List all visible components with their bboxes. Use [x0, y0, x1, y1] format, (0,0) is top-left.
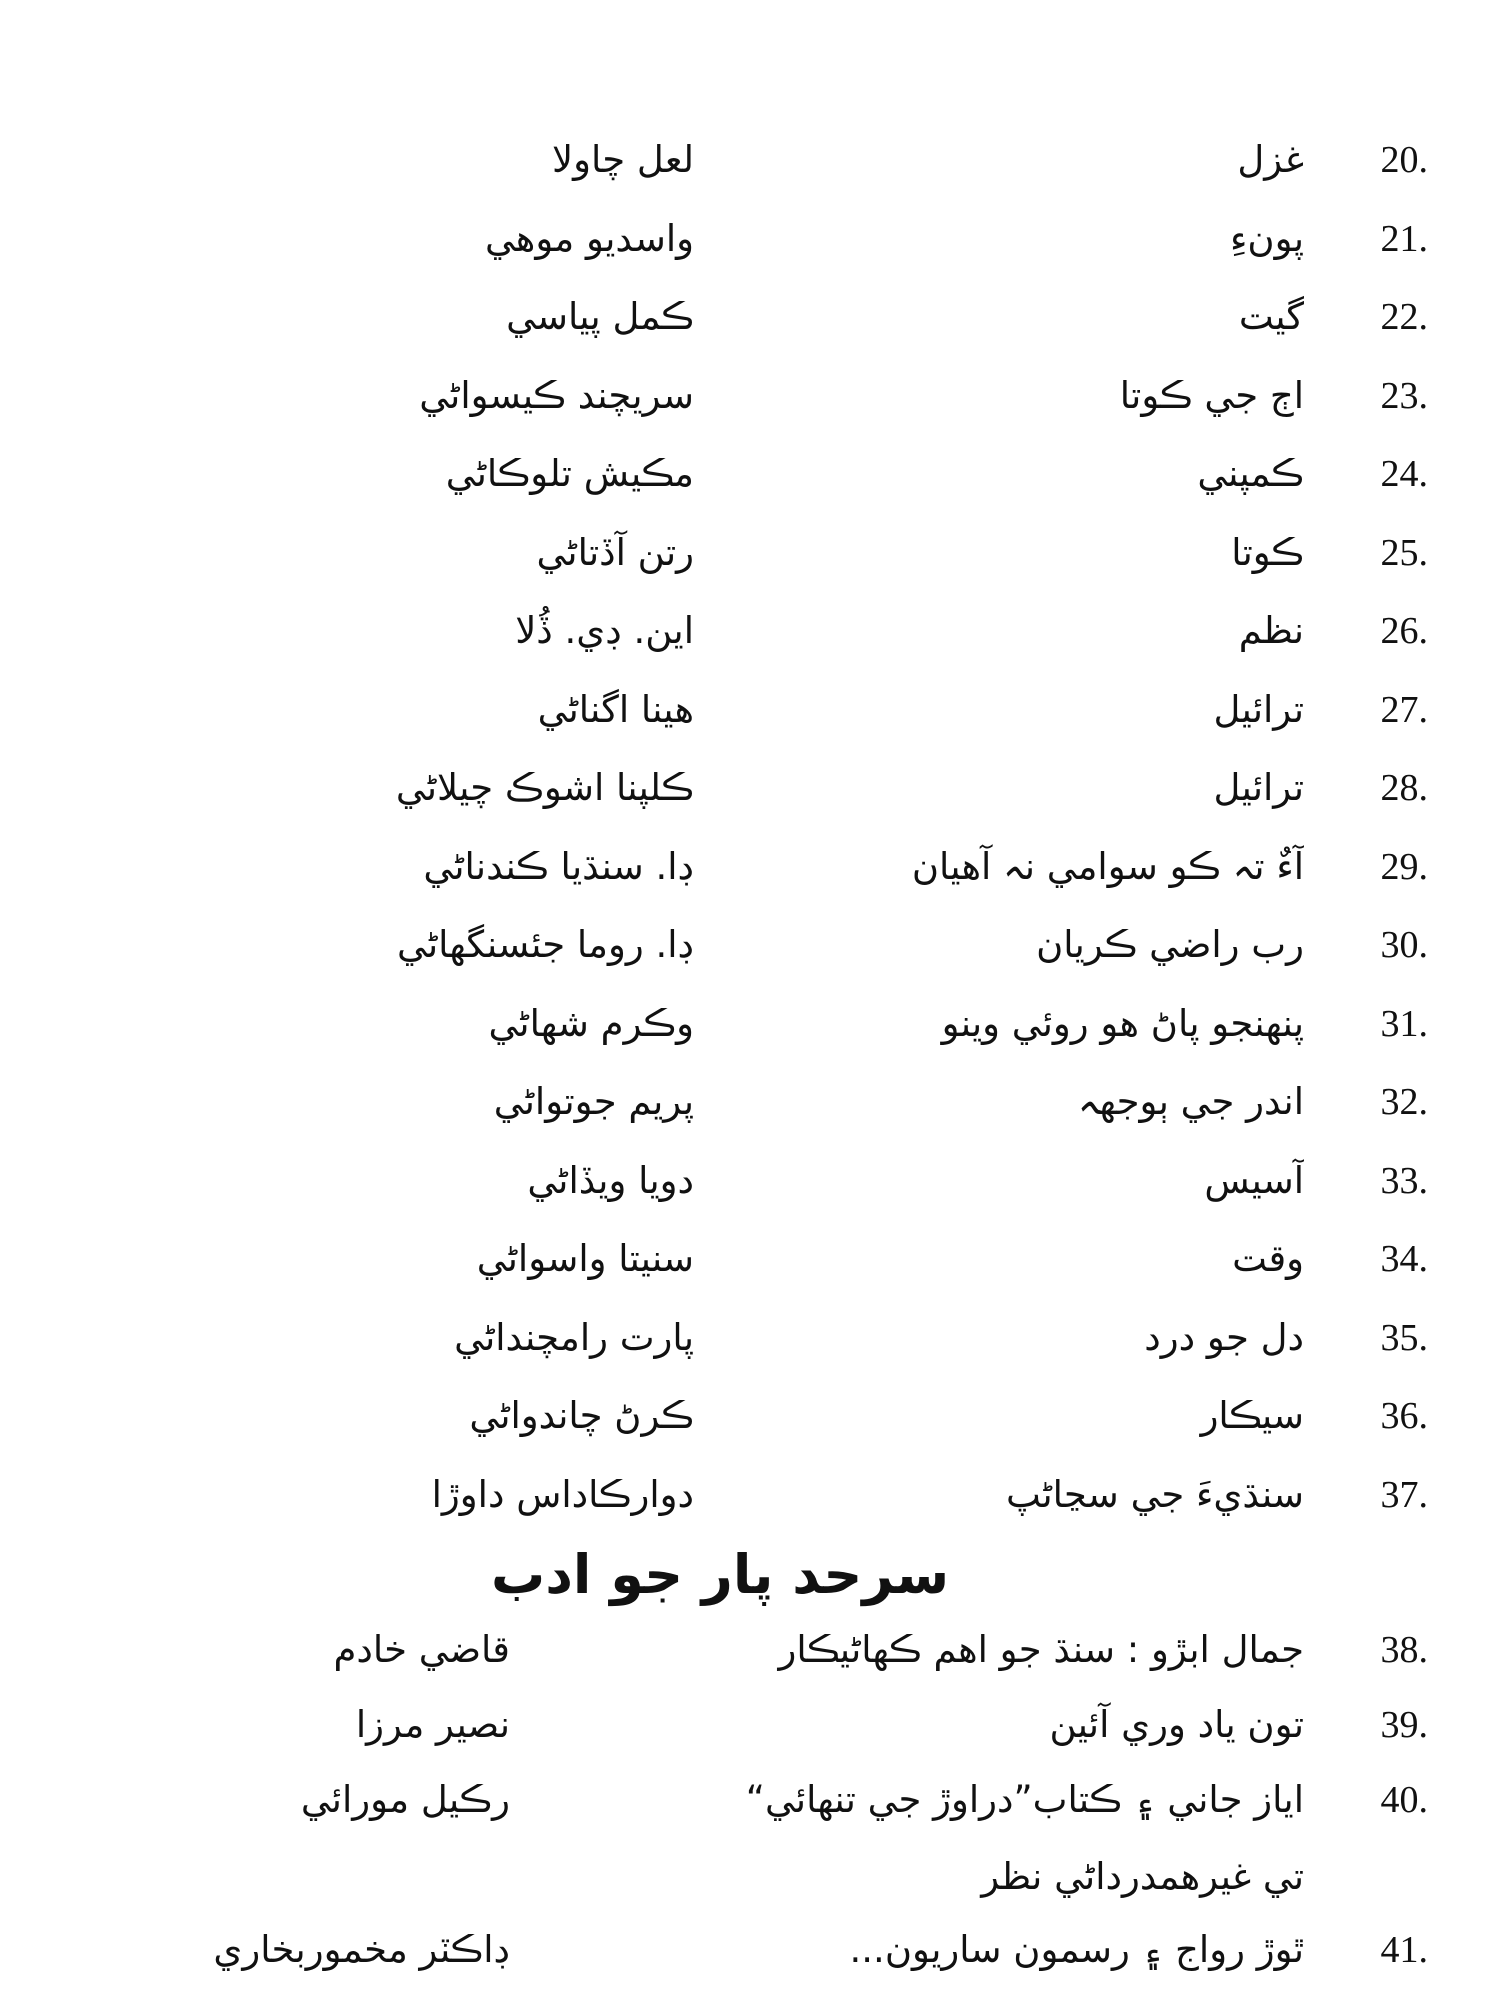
entry-number: 37. — [1380, 1473, 1428, 1516]
entry-number: 33. — [1380, 1159, 1428, 1202]
entry-title: سنڌيءَ جي سڃاڻپ — [1006, 1472, 1304, 1516]
entry-title: ترائيل — [1213, 766, 1304, 809]
list-item — [0, 1770, 1500, 1830]
entry-title: جمال ابڙو : سنڌ جو اهم ڪهاڻيڪار — [778, 1628, 1304, 1671]
list-item — [0, 1465, 1500, 1525]
entry-number: 27. — [1380, 688, 1428, 731]
entry-number: 34. — [1380, 1238, 1428, 1280]
list-item — [0, 680, 1500, 740]
list-item — [0, 366, 1500, 426]
list-item — [0, 758, 1500, 818]
entry-author: واسديو موهي — [484, 216, 694, 260]
entry-author: اين. ڊي. ڏُلا — [515, 609, 694, 652]
list-item — [0, 601, 1500, 661]
entry-number: 38. — [1380, 1629, 1428, 1671]
entry-title: گيت — [1238, 295, 1304, 338]
list-item — [0, 1151, 1500, 1211]
entry-author: نصير مرزا — [355, 1703, 510, 1746]
entry-author: دوارڪاداس داوڙا — [431, 1472, 694, 1516]
entry-title: ٿوڙ رواج ۽ رسمون ساريون... — [849, 1928, 1304, 1971]
list-item — [0, 1308, 1500, 1368]
entry-title: غزل — [1237, 138, 1304, 181]
entry-number: 32. — [1380, 1081, 1428, 1123]
entry-title: تون ياد وري آئين — [1049, 1703, 1304, 1746]
entry-author: رتن آڏتاڻي — [536, 530, 694, 574]
list-item — [0, 1920, 1500, 1980]
entry-author: سنيتا واسواڻي — [476, 1237, 694, 1280]
entry-number: 25. — [1380, 531, 1428, 574]
entry-title: اياز جاني ۽ ڪتاب”دراوڙ جي تنهائي“ — [745, 1778, 1304, 1821]
list-item — [0, 1620, 1500, 1680]
entry-author: مڪيش تلوڪاڻي — [445, 452, 694, 495]
entry-number: 41. — [1380, 1929, 1428, 1971]
list-item — [0, 209, 1500, 269]
entry-author: پريم جوتواڻي — [493, 1080, 694, 1123]
list-item — [0, 837, 1500, 897]
entry-title: آءٌ تہ ڪو سوامي نہ آهيان — [911, 844, 1304, 888]
entry-author: رڪيل مورائي — [300, 1778, 510, 1821]
list-item — [0, 287, 1500, 347]
entry-number: 23. — [1380, 374, 1428, 417]
entry-number: 35. — [1380, 1316, 1428, 1359]
entry-author: قاضي خادم — [333, 1628, 510, 1671]
entry-title: وقت — [1232, 1237, 1304, 1280]
entry-number: 26. — [1380, 610, 1428, 652]
section-heading: سرحد پار جو ادب — [490, 1543, 950, 1606]
entry-title: سيڪار — [1200, 1394, 1304, 1437]
entry-title: ڪوتا — [1231, 530, 1304, 574]
entry-number: 21. — [1380, 217, 1428, 260]
list-item — [0, 1386, 1500, 1446]
entry-author: ڪرڻ چاندواڻي — [469, 1394, 694, 1437]
entry-number: 36. — [1380, 1395, 1428, 1437]
list-item — [0, 130, 1500, 190]
list-item — [0, 994, 1500, 1054]
entry-author: وڪرم شهاڻي — [488, 1001, 694, 1045]
entry-title: پنهنجو پاڻ هو روئي وينو — [941, 1001, 1304, 1045]
entry-title: ڪمپني — [1197, 452, 1304, 495]
entry-author: دويا ويڏاڻي — [527, 1158, 694, 1202]
entry-author: ڊا. روما جئسنگهاڻي — [397, 923, 694, 966]
entry-number: 40. — [1380, 1779, 1428, 1821]
list-item — [0, 915, 1500, 975]
entry-number: 22. — [1380, 296, 1428, 338]
entry-title: آسيس — [1204, 1158, 1304, 1202]
entry-title-continuation: تي غيرهمدرداڻي نظر — [981, 1855, 1304, 1898]
list-item — [0, 1072, 1500, 1132]
entry-title: پونءِ — [1230, 216, 1304, 260]
entry-author: پارت رامچنداڻي — [454, 1315, 694, 1359]
entry-author: سريچند ڪيسواڻي — [419, 373, 694, 417]
entry-number: 39. — [1380, 1704, 1428, 1746]
entry-title: اندر جي ٻوجهہ — [1077, 1080, 1304, 1123]
entry-number: 29. — [1380, 845, 1428, 888]
entry-title: نظم — [1238, 609, 1304, 652]
entry-number: 30. — [1380, 924, 1428, 966]
list-item — [0, 444, 1500, 504]
list-item — [0, 1229, 1500, 1289]
list-item — [0, 523, 1500, 583]
entry-author: ڊا. سنڌيا ڪندناڻي — [423, 844, 694, 888]
entry-author: ڪلپنا اشوڪ چيلاڻي — [395, 766, 694, 809]
entry-number: 28. — [1380, 767, 1428, 809]
entry-author: ڊاڪٽر مخموربخاري — [213, 1928, 510, 1971]
entry-title: رب راضي ڪريان — [1036, 923, 1304, 966]
entry-title: ترائيل — [1213, 687, 1304, 731]
entry-title: اڄ جي ڪوتا — [1119, 373, 1304, 417]
entry-number: 24. — [1380, 453, 1428, 495]
entry-author: لعل چاولا — [551, 138, 694, 181]
entry-number: 20. — [1380, 139, 1428, 181]
entry-author: ڪمل پياسي — [506, 295, 694, 338]
list-item — [0, 1695, 1500, 1755]
entry-author: هينا اگناڻي — [537, 687, 694, 731]
entry-title: دل جو درد — [1144, 1315, 1304, 1359]
entry-number: 31. — [1380, 1002, 1428, 1045]
